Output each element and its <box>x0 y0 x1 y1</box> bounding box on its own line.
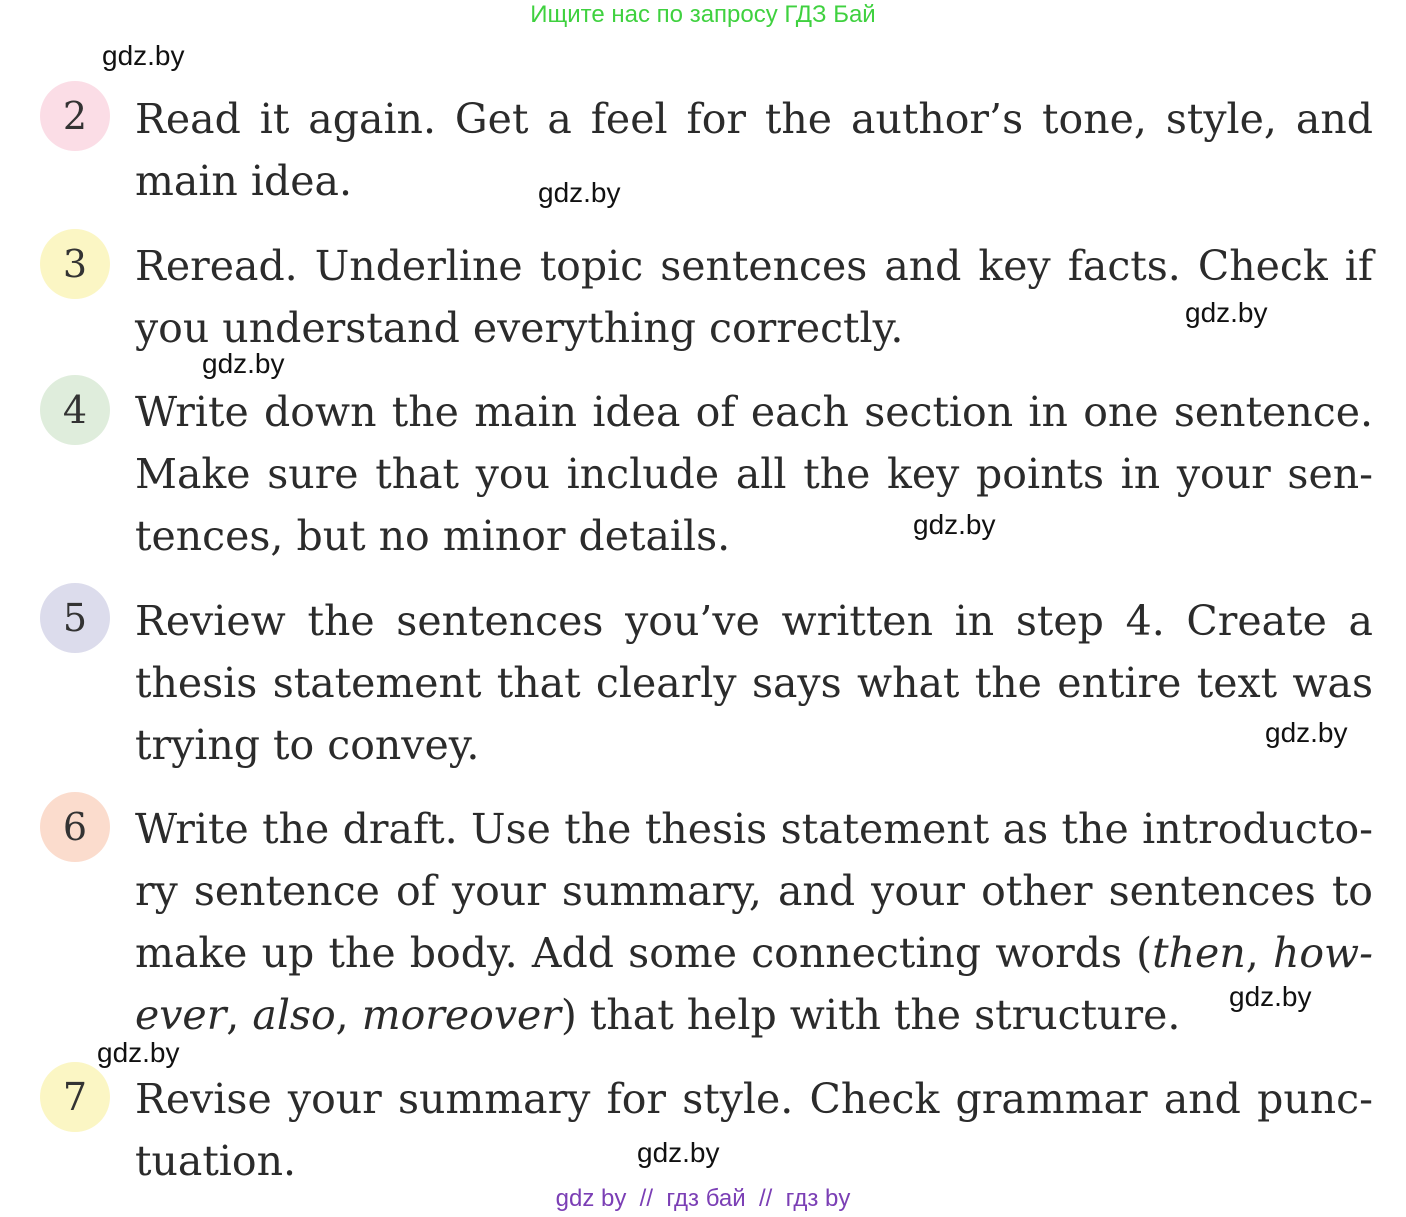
line-text: ) that help with the structure. <box>560 991 1181 1039</box>
step-line <box>135 922 1373 984</box>
step-line: Read it again. Get a feel for the author’s tone, style, and <box>135 95 1373 143</box>
step-line: trying to convey. <box>135 721 480 769</box>
line-text: make up the body. Add some connecting words ( <box>135 929 1153 977</box>
step-text <box>135 1068 1373 1192</box>
step-line: Write the draft. Use the thesis statement as the introducto- <box>135 805 1373 853</box>
step-text <box>135 235 1373 359</box>
step-line: ry sentence of your summary, and your other sentences to <box>135 867 1373 915</box>
italic-word: also <box>252 991 336 1039</box>
watermark: gdz.by <box>913 509 996 540</box>
watermark: gdz.by <box>202 348 285 379</box>
step-number-badge: 7 <box>40 1062 110 1132</box>
step-line: Revise your summary for style. Check grammar and punc- <box>135 1075 1373 1123</box>
step-line: Make sure that you include all the key points in your sen- <box>135 450 1373 498</box>
watermark: gdz.by <box>102 40 185 71</box>
step-text <box>135 381 1373 567</box>
watermark: gdz.by <box>1265 717 1348 748</box>
top-banner: Ищите нас по запросу ГДЗ Бай <box>530 1 876 28</box>
italic-word: moreover <box>361 991 561 1039</box>
italic-word: then <box>1152 929 1246 977</box>
separator: , <box>335 991 362 1039</box>
step-number-badge: 5 <box>40 583 110 653</box>
watermark: gdz.by <box>637 1137 720 1168</box>
step-text <box>135 590 1373 776</box>
separator: , <box>1245 929 1273 977</box>
step-line: Reread. Underline topic sentences and key facts. Check if <box>135 242 1373 290</box>
step-line: Review the sentences you’ve written in step 4. Create a <box>135 597 1373 645</box>
watermark: gdz.by <box>97 1037 180 1068</box>
italic-word: ever <box>135 991 227 1039</box>
step-text <box>135 798 1373 1046</box>
step-line: you understand everything correctly. <box>135 304 904 352</box>
step-line: thesis statement that clearly says what the entire text was <box>135 659 1373 707</box>
step-text <box>135 88 1373 212</box>
step-number-badge: 6 <box>40 792 110 862</box>
step-line: tuation. <box>135 1137 297 1185</box>
italic-word: how- <box>1272 929 1373 977</box>
watermark: gdz.by <box>1185 297 1268 328</box>
step-number-badge: 4 <box>40 375 110 445</box>
separator: , <box>226 991 253 1039</box>
watermark: gdz.by <box>1229 981 1312 1012</box>
step-line: tences, but no minor details. <box>135 512 731 560</box>
step-line: main idea. <box>135 157 352 205</box>
step-line <box>135 984 1373 1046</box>
watermark: gdz.by <box>538 177 621 208</box>
footer-links: gdz by // гдз бай // гдз by <box>555 1185 851 1212</box>
step-line: Write down the main idea of each section in one sentence. <box>135 388 1373 436</box>
step-number-badge: 2 <box>40 81 110 151</box>
step-number-badge: 3 <box>40 229 110 299</box>
